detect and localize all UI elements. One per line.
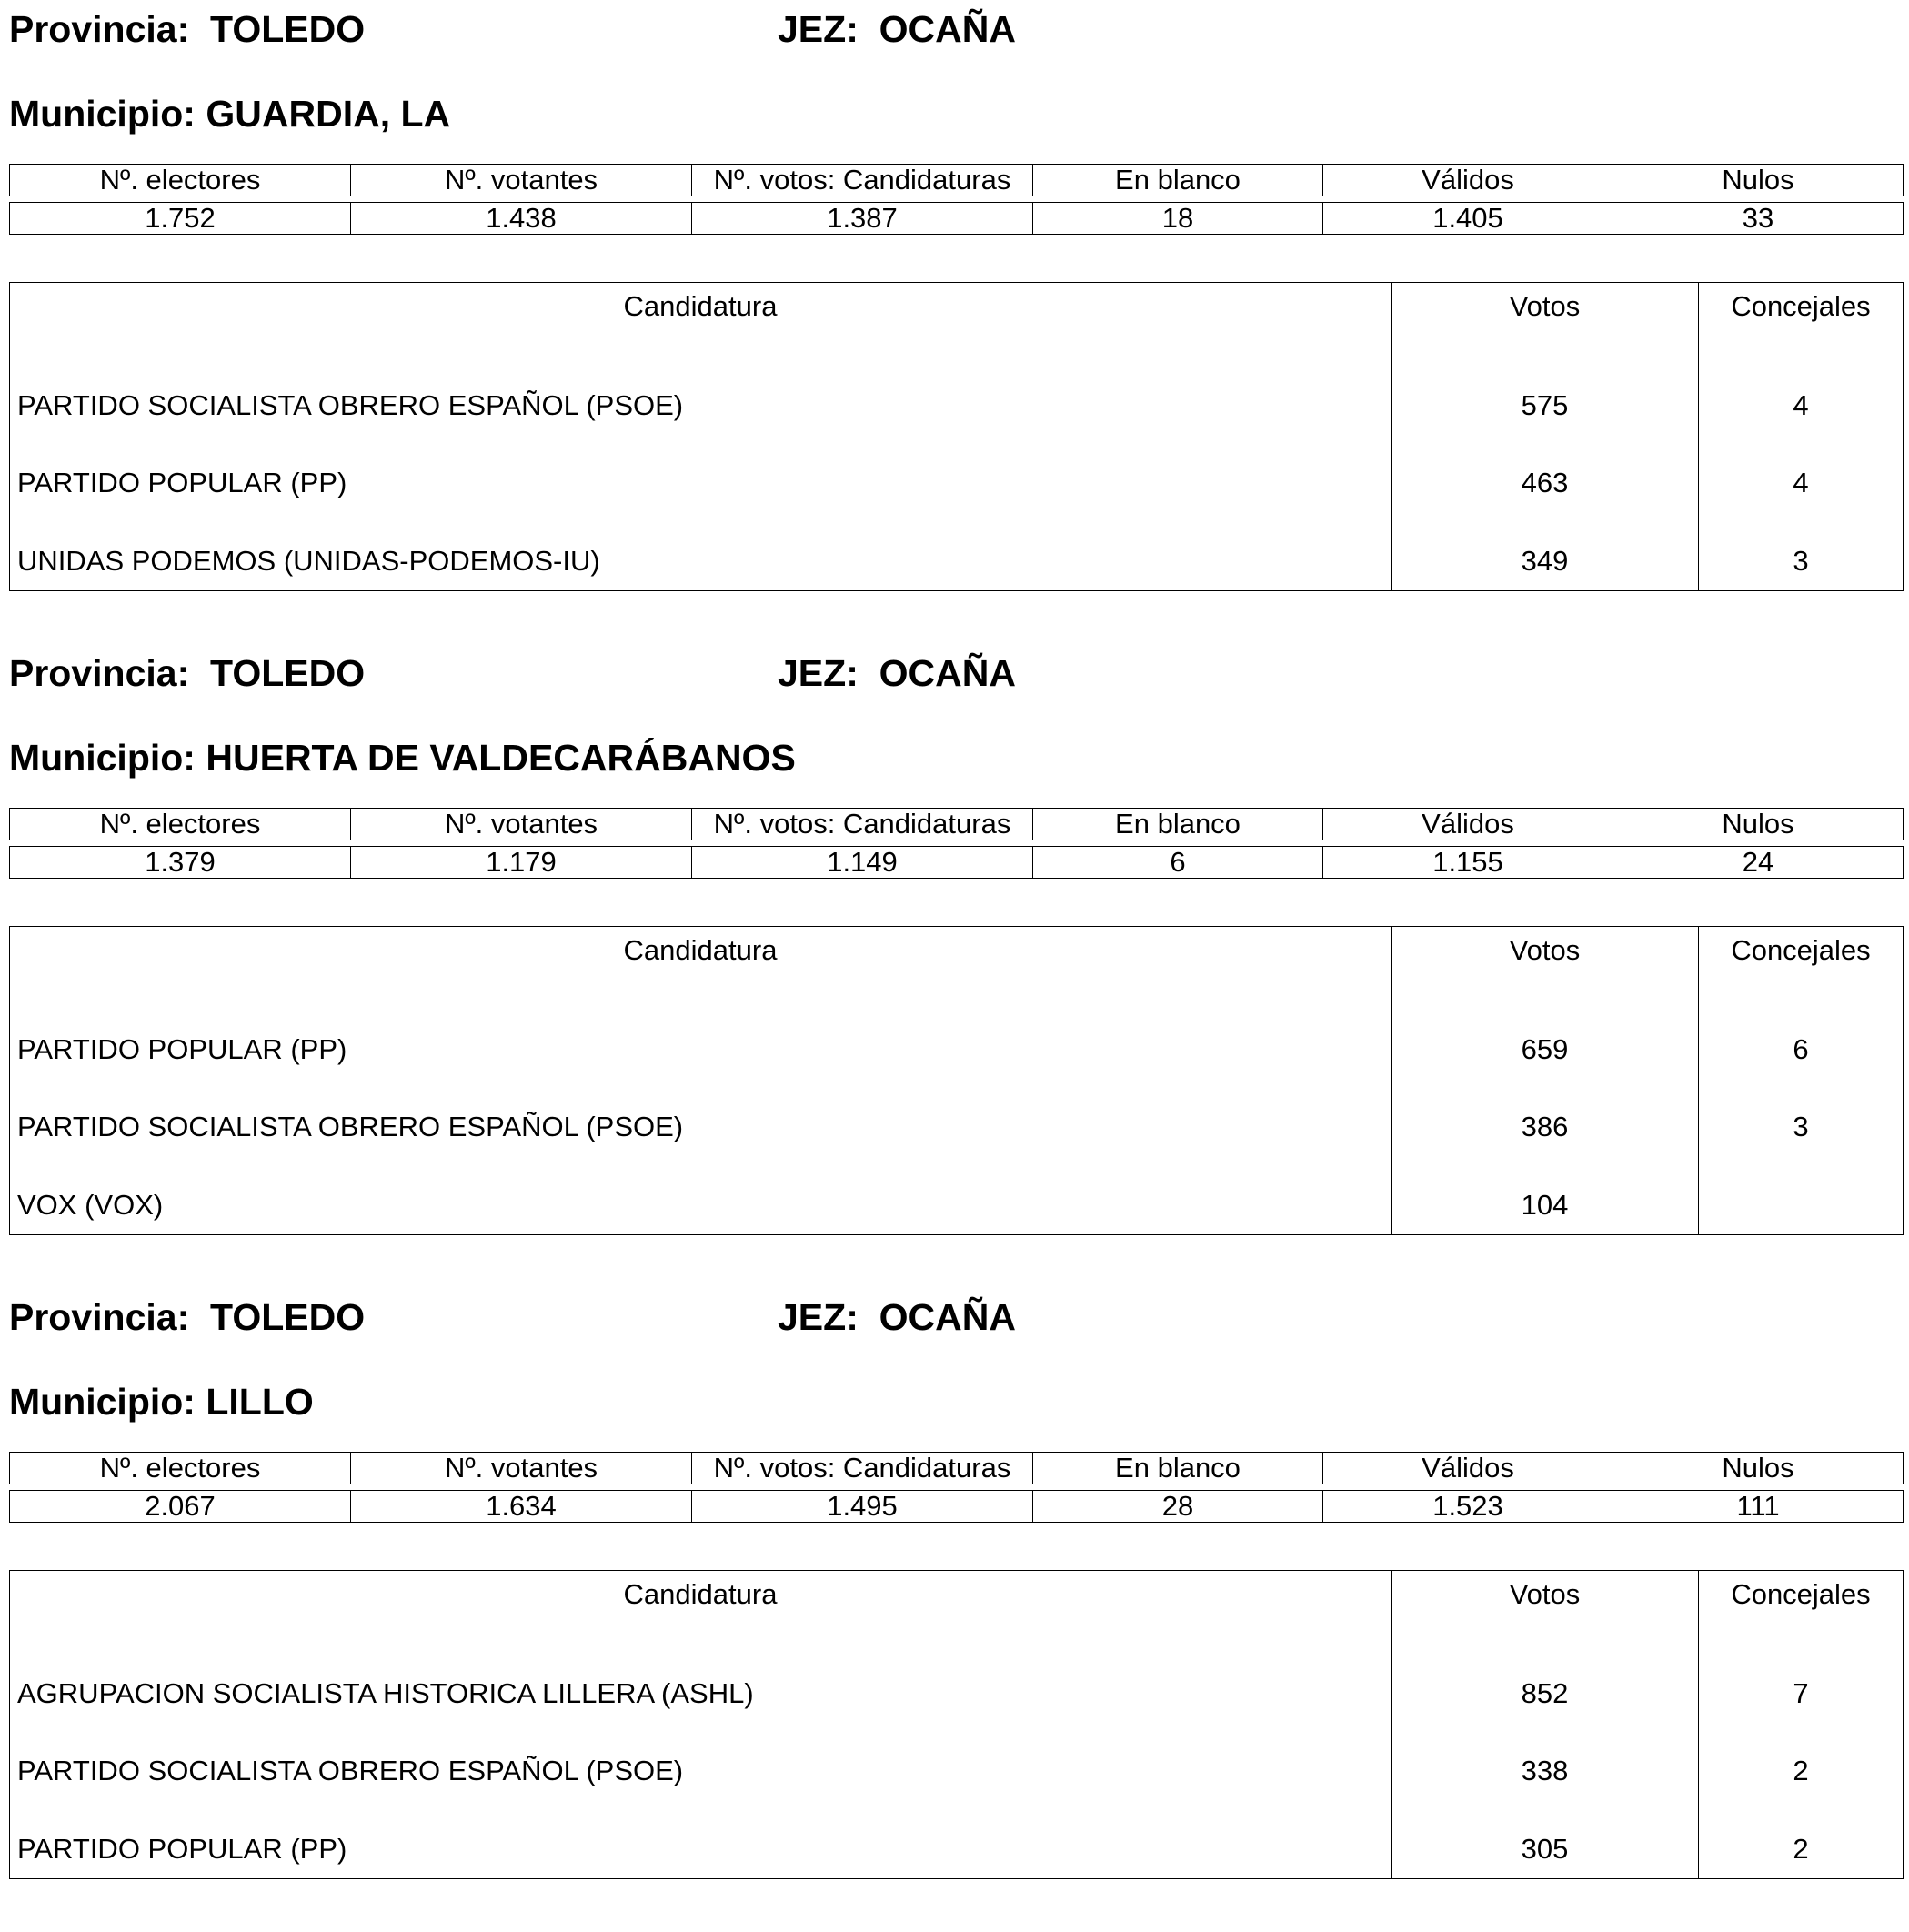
stats-validos: 1.405 — [1323, 203, 1613, 234]
stats-nulos: 24 — [1742, 847, 1774, 878]
stats-header-nulos: Nulos — [1722, 809, 1794, 840]
stats-values-row — [9, 202, 1904, 235]
stats-header-votos-candidaturas: Nº. votos: Candidaturas — [692, 165, 1033, 196]
jez-heading — [778, 652, 1016, 694]
table-row — [10, 357, 1903, 436]
results-header-candidatura: Candidatura — [10, 927, 1392, 1001]
jez-label: JEZ: — [778, 1296, 859, 1338]
candidatura-cell: PARTIDO POPULAR (PP) — [10, 436, 1392, 514]
table-row — [10, 1001, 1903, 1080]
concejales-cell: 7 — [1793, 1676, 1809, 1709]
candidatura-cell: PARTIDO SOCIALISTA OBRERO ESPAÑOL (PSOE) — [10, 1724, 1392, 1802]
municipality-section — [9, 644, 1904, 1288]
municipio-heading — [9, 93, 451, 135]
candidatura-cell: PARTIDO POPULAR (PP) — [10, 1801, 1392, 1879]
municipio-label: Municipio: — [9, 93, 196, 135]
stats-header-votos-candidaturas: Nº. votos: Candidaturas — [692, 809, 1033, 840]
stats-table — [9, 164, 1904, 235]
stats-header-electores: Nº. electores — [10, 1453, 351, 1484]
stats-header-en-blanco: En blanco — [1033, 809, 1323, 840]
concejales-cell: 6 — [1793, 1032, 1809, 1065]
stats-header-validos: Válidos — [1323, 809, 1613, 840]
stats-en-blanco: 6 — [1033, 847, 1323, 878]
provincia-heading — [9, 8, 366, 50]
jez-value: OCAÑA — [879, 8, 1016, 50]
jez-label: JEZ: — [778, 8, 859, 50]
stats-electores: 2.067 — [10, 1491, 351, 1522]
table-row — [10, 1801, 1903, 1879]
stats-header-votantes: Nº. votantes — [351, 165, 692, 196]
municipio-value: GUARDIA, LA — [206, 93, 451, 135]
stats-votantes: 1.634 — [351, 1491, 692, 1522]
jez-heading — [778, 8, 1016, 50]
stats-votantes: 1.438 — [351, 203, 692, 234]
municipio-heading — [9, 1381, 314, 1423]
stats-header-nulos: Nulos — [1722, 165, 1794, 196]
table-row — [10, 513, 1903, 591]
stats-header-votantes: Nº. votantes — [351, 809, 692, 840]
provincia-value: TOLEDO — [210, 1296, 366, 1338]
candidatura-cell: PARTIDO POPULAR (PP) — [10, 1001, 1392, 1080]
stats-header-validos: Válidos — [1323, 165, 1613, 196]
stats-header-en-blanco: En blanco — [1033, 165, 1323, 196]
municipio-heading — [9, 737, 796, 779]
stats-votantes: 1.179 — [351, 847, 692, 878]
table-row — [10, 1157, 1903, 1235]
stats-validos: 1.155 — [1323, 847, 1613, 878]
stats-values-row — [9, 1490, 1904, 1523]
concejales-cell: 2 — [1793, 1755, 1809, 1787]
stats-nulos: 33 — [1742, 203, 1774, 234]
stats-header-row — [9, 808, 1904, 840]
stats-votos-candidaturas: 1.387 — [692, 203, 1033, 234]
concejales-cell — [1699, 1157, 1903, 1235]
votos-cell: 463 — [1392, 436, 1699, 514]
municipality-section — [9, 1288, 1904, 1932]
provincia-label: Provincia: — [9, 8, 190, 50]
stats-header-votantes: Nº. votantes — [351, 1453, 692, 1484]
municipio-label: Municipio: — [9, 737, 196, 779]
results-header-votos: Votos — [1392, 283, 1699, 357]
results-header-votos: Votos — [1392, 1571, 1699, 1645]
provincia-label: Provincia: — [9, 1296, 190, 1338]
jez-value: OCAÑA — [879, 652, 1016, 694]
stats-electores: 1.379 — [10, 847, 351, 878]
stats-votos-candidaturas: 1.495 — [692, 1491, 1033, 1522]
municipio-label: Municipio: — [9, 1381, 196, 1423]
candidatura-cell: UNIDAS PODEMOS (UNIDAS-PODEMOS-IU) — [10, 513, 1392, 591]
provincia-value: TOLEDO — [210, 652, 366, 694]
votos-cell: 852 — [1392, 1645, 1699, 1724]
results-header-row — [10, 927, 1903, 1001]
concejales-cell: 3 — [1793, 544, 1809, 577]
candidatura-cell: VOX (VOX) — [10, 1157, 1392, 1235]
concejales-cell: 4 — [1793, 467, 1809, 499]
candidatura-cell: AGRUPACION SOCIALISTA HISTORICA LILLERA (ASHL) — [10, 1645, 1392, 1724]
stats-header-validos: Válidos — [1323, 1453, 1613, 1484]
stats-header-row — [9, 1452, 1904, 1484]
results-header-candidatura: Candidatura — [10, 283, 1392, 357]
stats-table — [9, 808, 1904, 879]
results-header-candidatura: Candidatura — [10, 1571, 1392, 1645]
stats-en-blanco: 28 — [1033, 1491, 1323, 1522]
table-row — [10, 1080, 1903, 1158]
stats-header-row — [9, 164, 1904, 196]
table-row — [10, 1724, 1903, 1802]
concejales-cell: 3 — [1793, 1111, 1809, 1143]
stats-header-electores: Nº. electores — [10, 165, 351, 196]
municipio-value: HUERTA DE VALDECARÁBANOS — [206, 737, 796, 779]
results-header-concejales: Concejales — [1731, 1578, 1871, 1610]
provincia-heading — [9, 1296, 366, 1338]
stats-header-votos-candidaturas: Nº. votos: Candidaturas — [692, 1453, 1033, 1484]
jez-value: OCAÑA — [879, 1296, 1016, 1338]
results-header-concejales: Concejales — [1731, 934, 1871, 966]
jez-heading — [778, 1296, 1016, 1338]
stats-validos: 1.523 — [1323, 1491, 1613, 1522]
stats-header-electores: Nº. electores — [10, 809, 351, 840]
results-header-row — [10, 283, 1903, 357]
results-header-row — [10, 1571, 1903, 1645]
votos-cell: 338 — [1392, 1724, 1699, 1802]
stats-electores: 1.752 — [10, 203, 351, 234]
stats-nulos: 111 — [1736, 1491, 1780, 1522]
concejales-cell: 2 — [1793, 1832, 1809, 1865]
provincia-value: TOLEDO — [210, 8, 366, 50]
jez-label: JEZ: — [778, 652, 859, 694]
stats-table — [9, 1452, 1904, 1523]
results-table — [9, 282, 1904, 591]
results-header-concejales: Concejales — [1731, 290, 1871, 322]
stats-header-nulos: Nulos — [1722, 1453, 1794, 1484]
table-row — [10, 1645, 1903, 1724]
municipio-value: LILLO — [206, 1381, 314, 1423]
results-table — [9, 1570, 1904, 1879]
municipality-section — [9, 0, 1904, 644]
results-table — [9, 926, 1904, 1235]
provincia-label: Provincia: — [9, 652, 190, 694]
stats-values-row — [9, 846, 1904, 879]
concejales-cell: 4 — [1793, 388, 1809, 421]
votos-cell: 349 — [1392, 513, 1699, 591]
candidatura-cell: PARTIDO SOCIALISTA OBRERO ESPAÑOL (PSOE) — [10, 357, 1392, 436]
results-header-votos: Votos — [1392, 927, 1699, 1001]
stats-en-blanco: 18 — [1033, 203, 1323, 234]
stats-votos-candidaturas: 1.149 — [692, 847, 1033, 878]
provincia-heading — [9, 652, 366, 694]
votos-cell: 104 — [1392, 1157, 1699, 1235]
table-row — [10, 436, 1903, 514]
votos-cell: 386 — [1392, 1080, 1699, 1158]
stats-header-en-blanco: En blanco — [1033, 1453, 1323, 1484]
votos-cell: 305 — [1392, 1801, 1699, 1879]
candidatura-cell: PARTIDO SOCIALISTA OBRERO ESPAÑOL (PSOE) — [10, 1080, 1392, 1158]
votos-cell: 659 — [1392, 1001, 1699, 1080]
votos-cell: 575 — [1392, 357, 1699, 436]
